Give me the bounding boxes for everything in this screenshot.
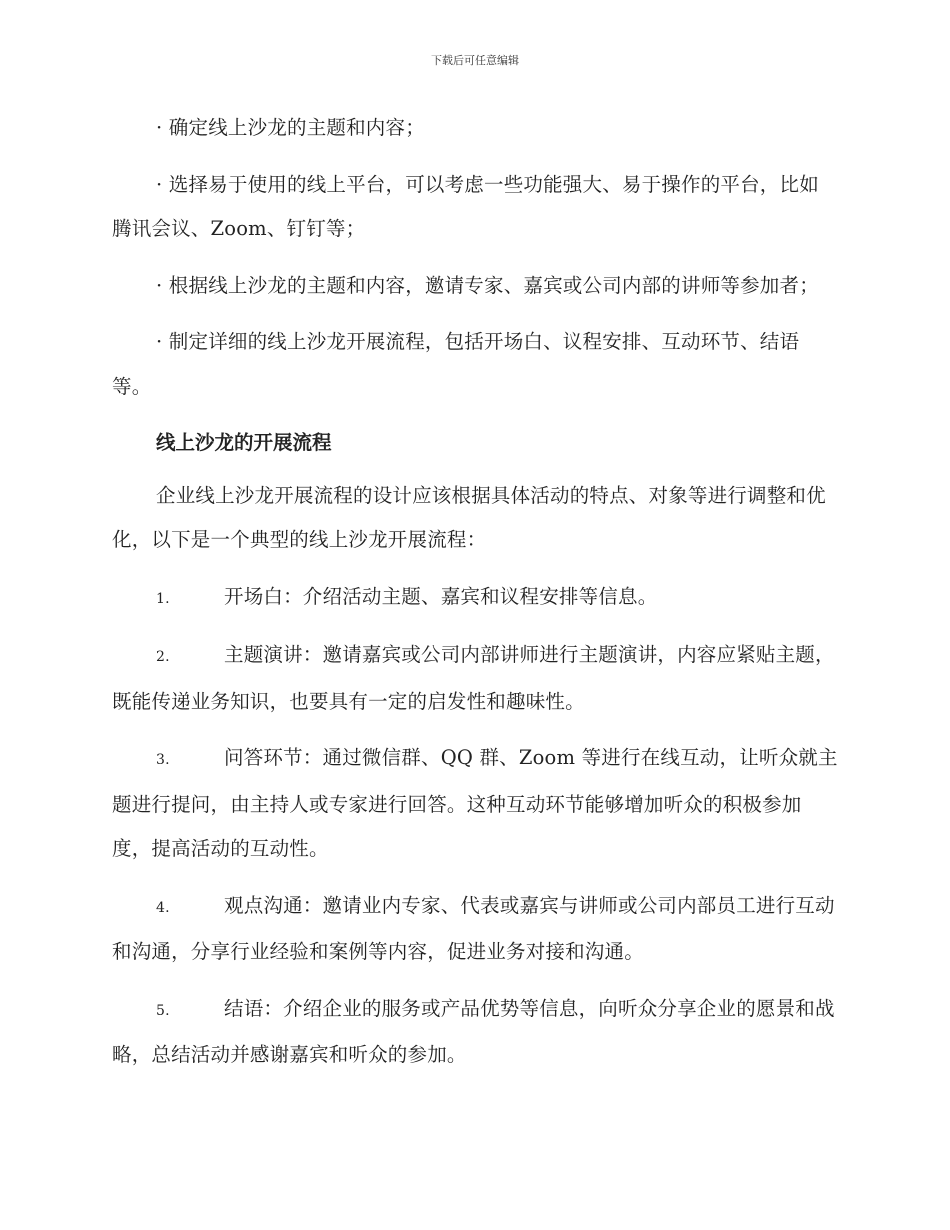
item-number: 1. — [156, 590, 170, 607]
item-number: 5. — [156, 1002, 170, 1019]
bullet-item: · 根据线上沙龙的主题和内容，邀请专家、嘉宾或公司内部的讲师等参加者； — [156, 273, 819, 297]
item-text: 观点沟通：邀请业内专家、代表或嘉宾与讲师或公司内部员工进行互动和沟通，分享行业经验和案例等内容，促进业务对接和沟通。 — [112, 893, 835, 963]
item-number: 3. — [156, 752, 170, 768]
bullet-item: · 确定线上沙龙的主题和内容； — [156, 116, 425, 139]
page-header: 下载后可任意编辑 — [431, 54, 519, 67]
bullet-item: · 制定详细的线上沙龙开展流程，包括开场白、议程安排、互动环节、结语等。 — [112, 330, 800, 398]
numbered-item — [112, 884, 838, 975]
item-text: 结语：介绍企业的服务或产品优势等信息，向听众分享企业的愿景和战略，总结活动并感谢嘉宾和听众的参加。 — [112, 996, 835, 1066]
item-number: 4. — [156, 899, 170, 916]
item-text: 主题演讲：邀请嘉宾或公司内部讲师进行主题演讲，内容应紧贴主题，既能传递业务知识，也要具有一定的启发性和趣味性。 — [112, 643, 835, 713]
section-heading: 线上沙龙的开展流程 — [156, 431, 332, 454]
document-body — [112, 106, 838, 1090]
numbered-item — [112, 575, 838, 622]
bullet-item: · 选择易于使用的线上平台，可以考虑一些功能强大、易于操作的平台，比如腾讯会议、Zoom、钉钉等； — [112, 172, 819, 240]
item-number: 2. — [156, 649, 170, 665]
numbered-item — [112, 987, 838, 1078]
section-intro: 企业线上沙龙开展流程的设计应该根据具体活动的特点、对象等进行调整和优化，以下是一个典型的线上沙龙开展流程： — [112, 483, 826, 551]
item-text: 开场白：介绍活动主题、嘉宾和议程安排等信息。 — [224, 584, 658, 608]
item-text: 问答环节：通过微信群、QQ 群、Zoom 等进行在线互动，让听众就主题进行提问，由主持人或专家进行回答。这种互动环节能够增加听众的积极参加度，提高活动的互动性。 — [112, 746, 838, 860]
numbered-item — [112, 736, 838, 872]
numbered-item — [112, 633, 838, 724]
